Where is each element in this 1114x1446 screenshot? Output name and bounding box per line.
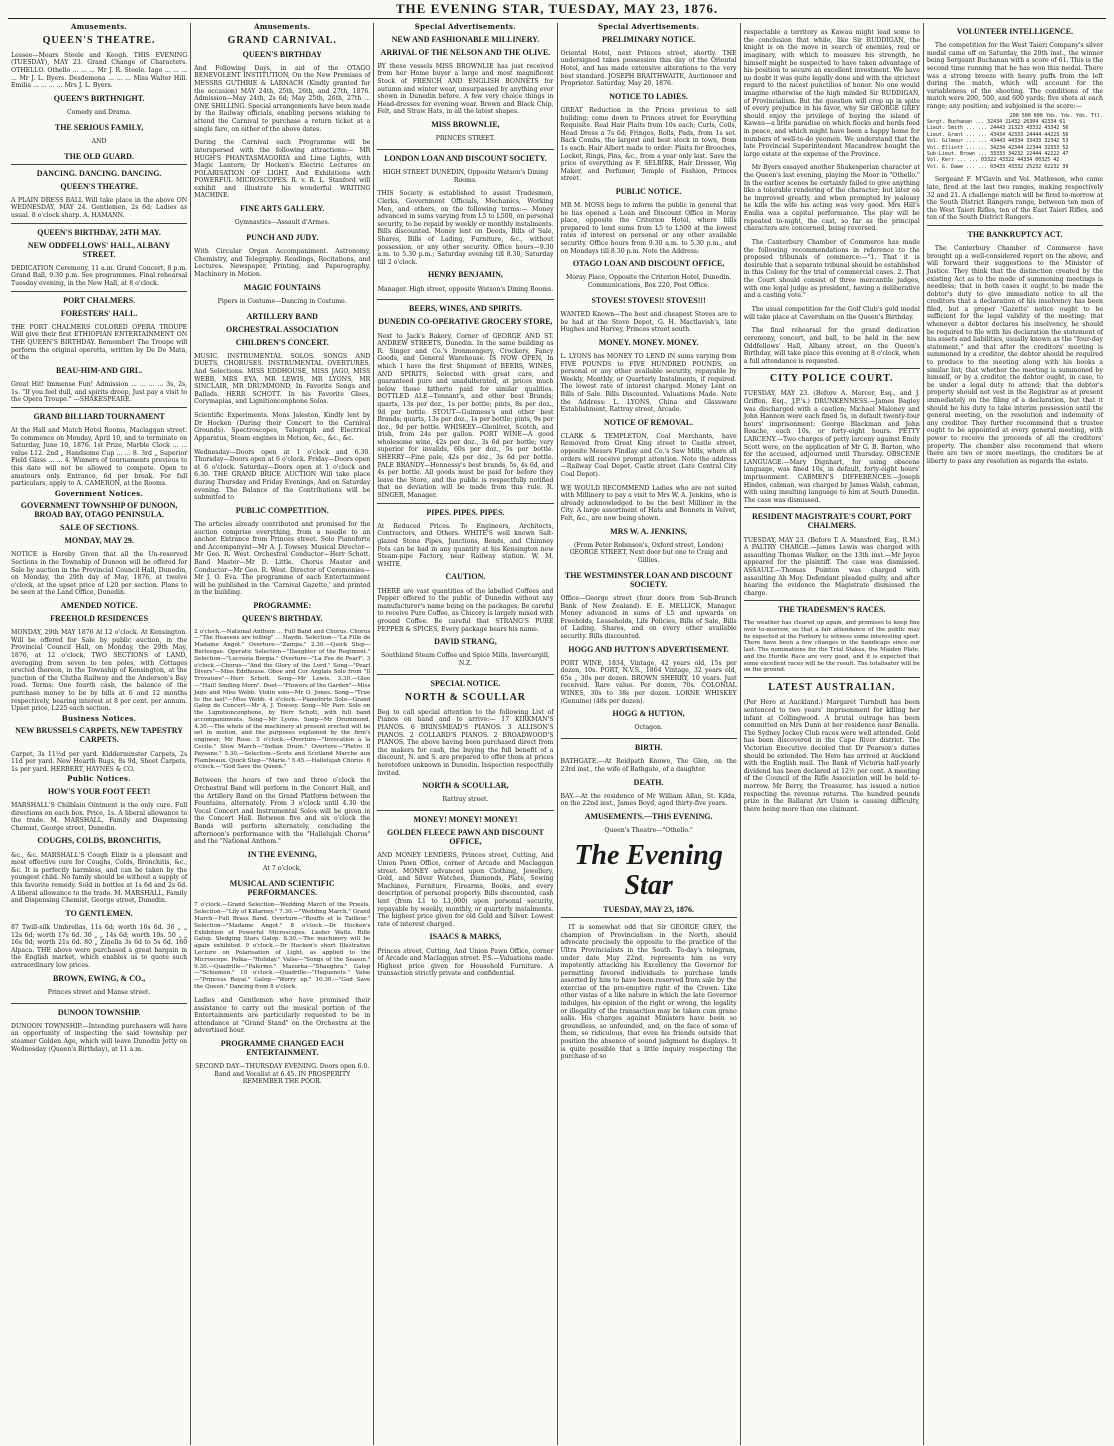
- ad-text: BAY.—At the residence of Mr William Allan, St. Kilda, on the 22nd inst., James Boyd, aged thirty-five years.: [560, 792, 737, 808]
- ad-heading: HOW'S YOUR FOOT FEET!: [47, 786, 151, 796]
- ad-heading: THE WESTMINSTER LOAN AND DISCOUNT SOCIETY.: [564, 570, 733, 589]
- divider: [377, 674, 553, 675]
- table-row: Lieut. Grant ... ... 43434 42333 24444 44223 56: [926, 131, 1069, 138]
- divider: [377, 810, 553, 811]
- news-heading: RESIDENT MAGISTRATE'S COURT, PORT CHALMERS.: [752, 512, 912, 531]
- ad-text: CLARK & TEMPLETON, Coal Merchants, have Removed from Great King street to Castle street, opposite Messrs Findlay and Co.'s Saw Mills, where all orders will receive prompt attention. Note the address—Railway Coal Depot, Castle street (Late Central City Coal Depot).: [560, 432, 737, 478]
- ad-heading: PUBLIC NOTICE.: [615, 186, 682, 196]
- ad-heading: IN THE EVENING,: [247, 849, 317, 859]
- ad-heading: NEW BRUSSELS CARPETS, NEW TAPESTRY CARPETS.: [15, 726, 183, 745]
- ad-text: Comedy and Drama.: [67, 108, 132, 116]
- ad-heading: AMENDED NOTICE.: [60, 601, 138, 611]
- ad-heading: COUGHS, COLDS, BRONCHITIS,: [37, 836, 161, 846]
- editorial-text: IT is somewhat odd that Sir GEORGE GREY, the champion of Provincialism in the North, should advocate precisely the opposite to the practice of the Ultra Provincialists in the South. To-day's telegram, under date May 22nd, represents him as very impotently attacking his Excellency the Governor for permitting favored individuals to purchase lands asserted by him to have been reserved from sale by the exercise of the pre-emptive right of the Crown. Like other vistas of a like nature in which the late Governor indulges, his opinion of the right or wrong, the legality or illegality of the transaction may be taken cum grano salis. His charges against Ministers have been so groundless, so unfounded, and, on the face of some of them, so ridiculous, that even his friends outside that position the absence of sound judgment he displays. It is quite possible that a little inquiry respecting the purchase of so: [560, 924, 737, 1061]
- ad-heading: ORCHESTRAL ASSOCIATION: [225, 324, 339, 334]
- ad-text: MR M. MOSS begs to inform the public in general that he has opened a Loan and Discount Office in Moray place, opposite the Criterion Hotel, where bills prepared to lend sums from L5 to L500 at the lowest rates of interest on personal or any other available security. Office hours from 9.30 a.m. to 5.30 p.m., and on Mondays till 8.30 p.m. Note the Address:: [560, 202, 737, 255]
- ad-heading: QUEEN'S THEATRE.: [42, 34, 156, 46]
- table-row: Vol. Elliott ... ... 34234 42344 22344 32333 52: [926, 144, 1069, 151]
- ad-heading: MRS W. A. JENKINS,: [610, 526, 688, 536]
- ad-text: THIS Society is established to assist Tradesmen, Clerks, Government Officials, Mechanics, Working Men, and others, on the following terms:— Money advanced in sums varying from L5 to L500, on personal security, to be repaid by weekly or monthly instalments. Bills discounted. Money lent on Deeds, Bills of Sale, Shares, Bills of Lading, Furniture, &c., without possession, or any other security. Office hours—9.30 a.m. to 5.30 p.m.; Saturday evening till 8.30, Saturday till 2 o'clock.: [377, 190, 554, 266]
- ad-text: NOTICE is Hereby Given that all the Un-reserved Sections in the Township of Dunoon will be offered for Sale by auction in the Provincial Council Hall, Dunedin, on Monday, the 29th day of May, 1876, at twelve o'clock, at the upset price of L20 per section. Plans to be seen at the Land Office, Dunedin.: [11, 551, 188, 597]
- news-text: The weather has cleared up again, and promises to keep fine over to-morrow, so that a fair attendance of the public may be expected at the Forbury to witness some interesting sport. There have been a few changes in the handicaps since our last. The nominations for the Trial Stakes, the Maiden Plate, and the Hurdle Race are very good, and it is expected that some excellent races will be the result. The totalisator will be on the ground.: [743, 619, 920, 674]
- ad-heading: NOTICE OF REMOVAL.: [604, 417, 694, 427]
- ad-heading: PORT CHALMERS.: [63, 295, 136, 305]
- news-text: Mr Byers essayed another Shakesperian character at the Queen's last evening, playing the Moor in "Othello." In the earlier scenes he certainly failed to give anything like a tolerable rendering of the character; but later on he improved greatly, and when prompted by jealousy he kills the wife his acting was very good. Mrs Hill's Emilia was a capital performance. The play will be repeated to-night, the cast, so far as the principal characters are concerned, being reversed.: [743, 164, 920, 233]
- column-1: [8, 23, 191, 1445]
- divider: [744, 600, 920, 601]
- table-row: Sergt. Buchanan ... 32434 21432 26304 42334 61: [926, 118, 1066, 125]
- divider: [561, 917, 737, 918]
- ad-text: BATHGATE.—At Reidpath Knowe, The Glen, on the 23rd inst., the wife of Bathgate, of a daughter.: [560, 758, 737, 773]
- ad-text: DUNOON TOWNSHIP.—Intending purchasers will have an opportunity of inspecting the said township per steamer Golden Age, which will leave Dunedin Jetty on Wednesday (Queen's Birthday), at 11 a.m.: [11, 1022, 188, 1053]
- column-3: [374, 23, 557, 1445]
- news-heading: VOLUNTEER INTELLIGENCE.: [956, 27, 1074, 36]
- divider: [377, 299, 553, 300]
- divider: [11, 164, 187, 165]
- table-row: Vol. Kerr ... ... 03322 43322 44334 00325 42: [926, 157, 1060, 164]
- ad-text: BY these vessels MISS BROWNLIE has just received from her Home buyer a large and most magnificent Stock of FRENCH AND ENGLISH BONNETS for autumn and winter wear, unsurpassed by anything ever shown in Dunedin before. A few very choice things in Head-dresses for evening wear. Brown and Black Chip, Felt, and Straw Hats, in all the latest shapes.: [377, 62, 554, 116]
- ad-text: At Reduced Prices. To Engineers, Architects, Contractors, and Others. WHITE'S well known Salt-glazed Stone Pipes, Junctions, Bends, and Chimney Pots can be had in any quantity at his Kensington new Steam-pipe Factory, near Railway station. W. M. WHITE.: [377, 522, 554, 568]
- ad-text: WANTED Known—The best and cheapest Stoves are to be had at the Stove Depot, G. H. Mactlavish's, late Hughes and Harvey, Princes street south.: [560, 310, 737, 334]
- ad-heading: STOVES! STOVES!! STOVES!!!: [591, 295, 706, 305]
- newspaper-nameplate: The Evening Star: [574, 839, 723, 901]
- ad-heading: DEATH.: [633, 777, 664, 787]
- divider: [561, 738, 737, 739]
- divider: [377, 149, 553, 150]
- news-text: TUESDAY, MAY 23. (Before T. A. Mansford, Esq., R.M.) A PALTRY CHARGE.—James Lewis was charged with assaulting Thomas Walker, on the 13th inst.—Mr Joyce appeared for the plaintiff. The case was dismissed. ASSAULT.—Thomas Pointon was charged with assaulting Ah Moy. Defendant pleaded guilty, and after hearing the evidence the Magistrate dismissed the charge.: [743, 536, 920, 597]
- ad-heading: GRAND BILLIARD TOURNAMENT: [33, 411, 165, 421]
- news-text: The competition for the West Taieri Company's silver medal came off on Saturday, the 20th inst., the winner being Sergeant Buchanan with a score of 61. This is the second time running that he has won this medal. There was a strong breeze with heavy puffs from the left during the match, which will account for the variableness of the shooting. The conditions of the match were 200, 500, and 600 yards; five shots at each range; any position; and subjoined is the score:—: [926, 42, 1104, 110]
- section-head-amusements: Amusements.: [254, 23, 311, 31]
- news-heading: THE TRADESMEN'S RACES.: [777, 605, 886, 615]
- news-heading: CITY POLICE COURT.: [770, 373, 894, 385]
- ad-text: And Following Days, in aid of the OTAGO BENEVOLENT INSTITUTION, On the New Premises of MESSRS GUTHRIE & LARNACH (Kindly granted for the occasion) MAY 24th, 25th, 26th, and 27th, 1876. Admission—May 24th, 2s 6d; May 25th, 26th, 27th ... ONE SHILLING. Special arrangements have been made by the Railway officials, enabling persons wishing to attend the Carnival to purchase a return ticket at a single fare, on either of the above dates.: [194, 64, 371, 133]
- ad-text: DEDICATION Ceremony, 11 a.m. Grand Concert, 8 p.m. Grand Ball, 9.30 p.m. See programmes. Final rehearsal Tuesday evening, in the New Hall, at 8 o'clock.: [11, 264, 188, 288]
- ad-text: MARSHALL'S Chilblain Ointment is the only cure. Full directions on each box. Price, 1s. A liberal allowance to the trade. M. MARSHALL, Family and Dispensing Chemist, George street, Dunedin.: [11, 802, 188, 832]
- column-2: [191, 23, 374, 1445]
- ad-heading: PUBLIC COMPETITION.: [235, 505, 329, 515]
- ad-heading: BEAU-HIM-AND GIRL.: [55, 365, 143, 375]
- ad-text: HIGH STREET DUNEDIN, Opposite Watson's Dining Rooms.: [382, 169, 549, 184]
- ad-heading: DANCING. DANCING. DANCING.: [36, 168, 162, 178]
- ad-text: 87 Twill-silk Umbrellas, 11s 6d; worth 16s 6d. 36 „ „ 12s 6d; worth 17s 6d. 30 „ „ 14s 6d; worth 19s. 50 „ „ 16s 0d; worth 21s 6d. 80 „ Zinella 3s 6d to 5s 6d. 160 Alpaca. THE above were purchased a great bargain in the English market, which enables us to quote such extraordinary low prices.: [11, 924, 188, 969]
- ad-heading: NEW AND FASHIONABLE MILLINERY.: [391, 34, 540, 44]
- ad-heading: PIPES. PIPES. PIPES.: [426, 507, 505, 517]
- news-text: The Canterbury Chamber of Commerce have brought up a well-considered report on the above, and will forward their suggestions to the Minister of Justice. They think that the distinction created by the existing Act as to the mode of summoning meetings is needless; that in both cases it ought to be made the debtor's duty to give immediate notice to all the creditors that a declaration of his insolvency has been filed, but a proper 'Gazette' notice ought to be sufficient for the legal validity of the meeting; that whenever a debtor declares his insolvency, he should be required to file with his declaration the statement of his assets and liabilities, usually known as the "four-day statement," and that after the creditors' meeting is summoned by a creditor, the debtor should be required to produce to the meeting along with his books a similar list; that whether the meeting is summoned by himself, or by a creditor, the debtor ought, in case, to be under a legal duty to attend; that the debtor's property should not vest in the Registrar as at present immediately on the filing of a declaration, but that it should be his duty to take interim possession until the general meeting, on the resolution and indemnity of any creditor. They further recommend that a trustee ought to be appointed at every general meeting, with power to receive the proceeds of all the creditors' property. The chamber also recommend that where there are two or more meetings, the creditors be at liberty to pass any resolution as regards the estate.: [926, 245, 1104, 465]
- score-table-header: 200 500 600 Yds. Yds. Yds. Ttl.: [1009, 112, 1104, 119]
- ad-heading: CHILDREN'S CONCERT.: [235, 337, 329, 347]
- ad-text: Southland Steam Coffee and Spice Mills, Invercargill, N.Z.: [381, 652, 550, 667]
- column-6: [924, 23, 1106, 1445]
- ad-text: Beg to call special attention to the following List of Pianos on hand and to arrive:— 17 KIRKMAN'S PIANOS. 6 BRINSMEAD'S PIANOS. 3 ALLISON'S PIANOS. 2 COLLARD'S PIANOS. 2 BROADWOOD'S PIANOS. The above having been purchased direct from the makers for cash, the buying the full benefit of a discount, N. and S. are prepared to offer them at prices heretofore unknown in Dunedin. Inspection respectfully invited.: [377, 708, 554, 777]
- news-heading: THE BANKRUPTCY ACT.: [967, 229, 1063, 239]
- divider: [744, 368, 920, 369]
- ad-text: Princes street, Cutting, And Union Pawn Office, corner of Arcade and Maclaggan street. P.S.—Valuations made. Highest price given for Household Furniture. A transaction strictly private and confidential.: [377, 947, 554, 978]
- ad-text: PRINCES STREET.: [435, 135, 496, 143]
- ad-heading: BIRTH.: [634, 743, 663, 753]
- ad-heading: QUEEN'S BIRTHDAY, 24TH MAY.: [37, 227, 161, 237]
- ad-text: During the Carnival each Programme will be interspersed with the following attractions:— MR HUGH'S PHANTASMAGORIA and Lime Lights, with Magic Lantern; Dr Hocken's Electric Lectures on POLARISATION OF LIGHT, And Exhibitions with POWERFUL MICROSCOPES. R. v. R. L. Stanford will exhibit and illustrate his wonderful WRITING MACHINE.: [194, 139, 371, 200]
- ad-heading: HENRY BENJAMIN,: [427, 270, 503, 280]
- score-table: [927, 113, 1103, 171]
- ad-text: 2 o'clock.—National Anthem ... Full Band and Chorus. Chorus—"The Heavens are telling" ... Haydn. Selection—"La Fille de Madame Angot." Overture—"Zampa." 2.30.—Quick Step—Burlesque. Operatic Selection—"Daughter of the Regiment." Selection—"Lucrezia Borgia." Overture—"La Fee de Pearl". 3 o'clock.—Chorus—"And the Glory of the Lord." Song—"Pearl Divers"—Miss Eddhouse. Oboe and Cor Anglais Solo from "Il Trovatore"—Herr Schott. Song—Mr Lewis. 3.30.—Glee—"Hail! Smiling Morn". Duet—"Flowers of the Garden"—Miss Jago and Miss Webb. Violin solo—Mr O. Jones. Song—"True to the last"—Miss Webb. 4 o'clock.—Pianoforte Solo—Grand Galop de Concert—Mr A. J. Towsey. Song—Mr Parr. Solo on the Lignitionconphone, by Herr Schott, with full band accompaniments. Song—Mr Lyons. Song—Mr Drummond. 4.30.—The whole of the machinery at present erected will be set in motion, and the purposes explained by the firm's engineer, Mr Rose. 5 o'clock.—Overture—"Invocation à la Cecile." Slow March—"Indian Drum." Overture—"Pietro Il Paysane." 5.30.—Selection—Scots and Scotland Marche aux Flambeaux. Quick Step—"Marie." 5.45.—Hallelujah Chorus. 6 o'clock.—"God Save the Queen.": [194, 628, 371, 771]
- ad-text: Carpet, 3s 11½d per yard. Kidderminster Carpets, 2s 11d per yard. New Hearth Rugs, 8s 9d, Sheet Carpets, 1s per yard. HERBERT, HAYNES & CO.: [11, 750, 188, 773]
- section-head-special: Special Advertisements.: [597, 23, 700, 31]
- ad-heading: QUEEN'S BIRTHDAY: [242, 49, 322, 59]
- ad-heading: DAVID STRANG,: [434, 637, 497, 647]
- ad-text: Pipers in Costume—Dancing in Costume.: [217, 297, 347, 305]
- ad-heading: HOGG & HUTTON,: [612, 709, 685, 719]
- section-head-govt: Government Notices.: [54, 488, 144, 498]
- ad-heading: QUEEN'S BIRTHDAY.: [242, 613, 323, 623]
- ad-text: A PLAIN DRESS BALL Will take place in the above ON WEDNESDAY, MAY 24. Gentlemen, 2s 6d; Ladies as usual. 8 o'clock sharp. A. HAMANN.: [11, 196, 188, 220]
- news-text: (Per Hero at Auckland.) Margaret Turnbull has been sentenced to two years' imprisonment for killing her infant at Collingwood. A brutal outrage has been committed on Mrs Dunn at her residence near Benalla. The Sydney Jockey Club races were well attended. Gold has been discovered in the Cape River district. The Victorian Executive decided that Dr Pearson's duties should be extended. The Hero has arrived at Auckland with the English mail. The Bank of Victoria half-yearly dividend has been declared at 12½ per cent. A meeting of the Council of the Rifle Association will be held to-morrow. Mr Berry, the Treasurer, has issued a notice respecting the revenue returns. The hundred pounds prize in the Ballarat Art Union is causing difficulty, there being more than one claimant.: [743, 699, 920, 813]
- column-5: [741, 23, 924, 1445]
- ad-heading: ISAACS & MARKS,: [429, 932, 502, 942]
- ad-heading: FINE ARTS GALLERY.: [240, 204, 325, 214]
- columns: [8, 23, 1106, 1445]
- ad-heading: NORTH & SCOULLAR,: [422, 781, 509, 791]
- ad-text: Office—George street (four doors from Sub-Branch Bank of New Zealand). E. E. MELLICK, Manager. Money advanced in sums of L5 and upwards on Freeholds, Leaseholds, Life Policies, Bills of Sale, Bills of Lading, Shares, and on every other available security. Bills discounted.: [560, 594, 737, 640]
- divider: [11, 407, 187, 408]
- table-row: Vol. G. Dawe ... ... 03433 43332 25232 02232 39: [926, 163, 1069, 170]
- ad-heading: GOLDEN FLEECE PAWN AND DISCOUNT OFFICE,: [387, 828, 544, 847]
- news-heading: LATEST AUSTRALIAN.: [768, 682, 896, 694]
- ad-heading: DUNEDIN CO-OPERATIVE GROCERY STORE,: [378, 317, 553, 327]
- ad-heading: SPECIAL NOTICE.: [430, 678, 501, 688]
- ad-heading: AMUSEMENTS.—THIS EVENING.: [584, 811, 713, 821]
- ad-heading: MONDAY, MAY 29.: [64, 536, 134, 546]
- ad-text: Gymnastics—Assault d'Armes.: [234, 219, 330, 227]
- ad-text: Great Hit! Immense Fun! Admission ... ... ... ... 3s, 2s, 1s. "If you feel dull, and spirits droop, Just pay a visit to the Opera Troupe." —SHAKESPEARE.: [11, 380, 188, 404]
- ad-text: At the Hall and Match Hotel Rooms, Maclaggan street. To commence on Monday, April 10, and to terminate on Saturday, June 10, 1876. 1st Prize, Marble Clock ... ... value L12. 2nd „ Handsome Cup ... ... 8. 3rd „ Superior Field Glass ... ... 4. Winners of tournaments previous to this date will not be allowed to compete. Open to amateurs only. Entrance, 6d per break. For full particulars, apply to A. CAMERON, at the Rooms.: [11, 426, 188, 488]
- ad-text: Ladies and Gentlemen who have promised their assistance to carry out the musical portion of the Entertainments are particularly requested to be in attendance at "Grand Stand" on the Orchestra at the advertised hour.: [194, 996, 371, 1035]
- ad-text: PORT WINE, 1834, Vintage, 42 years old, 15s per dozen, 10s. PORT, N.V.S., 1864 Vintage, 32 years old, 65s „ 30s per dozen. BROWN SHERRY, 10 years. Just received. Rare value. Per dozen, 70s. COLONIAL WINES, 30s to 38s per dozen. LORNE WHISKEY (Genuine) (48s per dozen).: [560, 659, 737, 705]
- divider: [377, 503, 553, 504]
- ad-heading: SALE OF SECTIONS.: [60, 523, 139, 533]
- ad-text: Next to Jack's Bakery, Corner of GEORGE AND ST. ANDREW STREETS, Dunedin. In the same building as R. Singer and Co.'s Ironmongery, Crockery, Fancy Goods, and General Warehouse. IS NOW OPEN, In which I have the first Shipment of BEERS, WINES, AND SPIRITS, Selected with great care, and guaranteed pure and unadulterated, at prices much below those hitherto paid for similar qualities. BOTTLED ALE—Tennant's, and other best Brands; quarts, 13s per doz., 1s per bottle; pints, 8s per doz., 9d per bottle. STOUT—Guinness's and other best Brands; quarts, 13s per doz., 1s per bottle; pints, 9s per doz., 9d per bottle. WHISKEY—Glenlivet, Scotch, and Irish, from 24s per gallon. PORT WINE—A good wholesome wine, 42s per doz., 3s 6d per bottle; very superior for invalids, 60s per doz., 5s per bottle. SHERRY—Fine pale, 42s per doz., 3s 6d per bottle. PALE BRANDY—Hennessy's best brands, 5s, 4s 6d, and 4s per bottle. All goods must be paid for before they leave the Store, and the public is respectfully notified that no deviation will be made from this rule. R. SINGER, Manager.: [377, 332, 554, 500]
- masthead-title: THE EVENING STAR, TUESDAY, MAY 23, 1876.: [395, 1, 719, 16]
- ad-heading: ARTILLERY BAND: [246, 311, 318, 321]
- ad-text: With Circular Organ Accompaniment. Astronomy, Chemistry, and Telegraphy. Readings, Recitations, and Lectures. Newspaper, Printing, and Paperography. Machinery in Motion.: [194, 248, 371, 278]
- ad-text: &c., &c. MARSHALL'S Cough Elixir is a pleasant and most effective cure for Coughs, Colds, Bronchitis, &c., &c. It is perfectly harmless, and can be taken by the youngest child. No family should be without a supply of this favorite remedy. Sold in bottles at 1s 6d and 2s 6d. A liberal allowance to the trade. M. MARSHALL, Family and Dispensing Chemist, George street, Dunedin.: [11, 851, 188, 905]
- ad-heading: ARRIVAL OF THE NELSON AND THE OLIVE.: [380, 47, 551, 57]
- divider: [927, 225, 1103, 226]
- section-head-special: Special Advertisements.: [414, 23, 517, 31]
- ad-heading: MUSICAL AND SCIENTIFIC PERFORMANCES.: [229, 878, 335, 897]
- editorial-text: respectable a territory as Kawau might lead some to the conclusion that while, like Sir RUDDIGAN, the knight is on the move in search of enemies, real or imaginary, with which to measure his strength, he himself might be suspected to have taken advantage of his position to secure an excellent investment. We have no doubt it was quite legally done and with the strictest regard to the nicest punctilios of honor. No one would imagine otherwise of the high minded Sir RUDDIGAN, of Provincialism. But the question will crop up in spite of every prejudice in his favor, why Sir GEORGE GREY should enjoy the privilege of buying the island of Kawau—a little paradise on which flocks and herds feed in peace, and which might have been a happy home for numbers of well-to-do yeomen. We understand that the late Provincial Superintendent Macandrew bought the large estate at the expense of the Province.: [743, 29, 920, 158]
- masthead: [8, 0, 1106, 19]
- ad-heading: HOGG AND HUTTON'S ADVERTISEMENT.: [568, 644, 729, 654]
- ad-text: AND: [91, 137, 107, 145]
- ad-text: WE WOULD RECOMMEND Ladies who are not suited with Millinery to pay a visit to Mrs W. A. Jenkins, who is already acknowledged to be the best Milliner in the City. A large assortment of Hats and Bonnets in Velvet, Felt, &c., are now being shown.: [560, 484, 737, 522]
- ad-text: At 7 o'clock,: [263, 864, 302, 872]
- ad-text: The articles already contributed and promised for the auction comprise everything, from a needle to an anchor. Entrance from Princes street. Solo Pianoforte and Accompanyist—Mr A. J. Towsey. Musical Director—Mr Geo. R. West. Orchestral Conductor—Herr Schott. Band Master—Mr D. Little. Chorus Master and Conductor—Mr Geo. R. West. Director of Ceremonies—Mr J. O. Eva. The programme of each Entertainment will be published in the 'Carnival Gazette,' and printed in the building.: [194, 521, 371, 597]
- ad-text: (From Peter Robinson's, Oxford street, London) GEORGE STREET, Next door but one to Craig and Gillies.: [569, 541, 728, 564]
- section-head-amusements: Amusements.: [70, 23, 128, 31]
- news-text: The final rehearsal for the grand dedication ceremony, concert, and ball, to be held in the new Oddfellows' Hall, Albany street, on the Queen's Birthday, will take place this evening at 8 o'clock, when a full attendance is requested.: [743, 327, 920, 365]
- issue-date: TUESDAY, MAY 23, 1876.: [603, 904, 695, 914]
- ad-text: 7 o'clock.—Grand Selection—Wedding March of the Priests. Selection—"Lily of Killarney." 7.30.—"Wedding March." Grand March—Full Brass Band. Overture—"Bouffe et le Tailleur." Selection—"Madame Angot." 8 o'clock.—Dr Hocken's Exhibition of Powerful Microscopes. Lieder Waltz. Rifle Galop. Sledging Stars Galop. 8.30.—The machinery will be again exhibited. 9 o'clock.—Dr Hocken's short Illustrative Lecture on Polarisation of Light, as applied to the Microscope. Polka—"Holiday." Valse—"Songs of the Season." 9.30.—Quadrille—"Palermo." Mazurka—"Shaughra." Galop—"Schiemen." 10 o'clock.—Quadrille—"Huguenots." Valse—"Princess Royal." Galop—"Worry up." 10.30.—"God Save the Queen." Dancing from 8 o'clock.: [194, 902, 371, 990]
- ad-heading: GRAND CARNIVAL.: [227, 34, 337, 46]
- ad-heading: QUEEN'S BIRTHNIGHT.: [53, 93, 145, 103]
- ad-heading: FORESTERS' HALL.: [60, 308, 138, 318]
- ad-text: Moray Place, Opposite the Criterion Hotel, Dunedin. Communications, Box 220, Post Office.: [565, 274, 732, 289]
- ad-heading: THE SERIOUS FAMILY,: [54, 122, 144, 132]
- ad-heading: LONDON LOAN AND DISCOUNT SOCIETY.: [384, 153, 547, 163]
- ad-heading: FREEHOLD RESIDENCES: [50, 614, 149, 624]
- table-row: Sub-Lieut. Brown ... 33333 34232 22444 42222 47: [926, 150, 1069, 157]
- ad-heading: THE OLD GUARD.: [64, 151, 134, 161]
- news-text: Sergeant F. M'Gavin and Vol. Matheson, who came late, fired at the last two ranges, making respectively 32 and 21. A challenge match will be fired to-morrow at the South District Rangers range, between ten men of the West Taieri Rifles, ten of the East Taieri Rifles, and ten of the South District Rangers.: [926, 176, 1104, 222]
- ad-text: GREAT Reduction in the Prices previous to sell building: come down to Princes street for Everything Requisite. Real Hair Plaits from 10s each; Curls, Coils, Head Dress a 7s 6d; Fringes, Rolls, Pads, from 1s set. Back Combs, the largest and best stock in town, from 1s each. Hair Albert made to order: Plaits for Brooches, Locket, Rings, Pins, &c., from a year only last. Save the price of everything as F. SELBIRK, Hair Dresser, Wig Maker, and Perfumer, Temple of Fashion, Princes street.: [560, 106, 737, 183]
- table-row: Lieut. Smith ... ... 24443 21323 43332 43342 56: [926, 125, 1069, 132]
- ad-text: Between the hours of two and three o'clock the Orchestral Band will perform in the Concert Hall, and the Artillery Band on the Grand Platform between the Fountains, alternately. From 3 o'clock until 4.30 the Vocal Concert and Instrumental Solos will be given in the Concert Hall. Between five and six o'clock the Bands will perform alternately, concluding the afternoon's performance with the "Hallelujah Chorus" and the "National Anthem.": [194, 777, 371, 846]
- ad-text: THE PORT CHALMERS COLORED OPERA TROUPE Will give their first ETHIOPIAN ENTERTAINMENT ON THE QUEEN'S BIRTHDAY. Remember! The Troupe will perform the original operetta, written by De De Mata, of the: [11, 323, 188, 362]
- ad-text: Rattray street.: [442, 796, 489, 804]
- ad-text: Lessee—Mears Steele and Keogh. THIS EVENING (TUESDAY), MAY 23. Grand Change of Characters. OTHELLO. Othello ... ... ... Mr J. R. Steele. Iago ... ... ... ... Mr J. L. Byers. Desdemona ... ... ... Miss Walter Hill. Emilia ... ... ... ... Mrs J. L. Byers.: [11, 51, 188, 90]
- ad-heading: PROGRAMME:: [253, 600, 312, 610]
- ad-text: Oriental Hotel, next Princes street, shortly. THE undersigned takes possession this day of the Oriental Hotel, and has made extensive alterations to the very best standard. JOSEPH BRAITHWAITE, Auctioneer and Proprietor. Saturday, May 20, 1876.: [560, 49, 737, 88]
- section-head-public: Public Notices.: [67, 774, 131, 784]
- ad-text: AND MONEY LENDERS, Princes street, Cutting, And Union Pawn Office, corner of Arcade and Maclaggan street. MONEY advanced upon Clothing, Jewellery, Gold, and Silver Watches, Diamonds, Plate, Sewing Machines, Furniture, Firearms, Books, and every description of personal property. Bills discounted, cash lent (from L1 to L1,000) upon personal security, repayable by weekly, monthly, or quarterly instalments. The highest price given for old Gold and Silver. Lowest rate of interest charged.: [377, 852, 554, 928]
- ad-heading: NOTICE TO LADIES.: [609, 91, 688, 101]
- ad-text: Manager. High street, opposite Watson's Dining Rooms.: [377, 285, 554, 293]
- divider: [744, 507, 920, 508]
- ad-heading: MONEY. MONEY. MONEY.: [598, 337, 699, 347]
- ad-text: Scientific Experiments. Mons Jaleston, Kindly lent by Dr Hocken (During their Concert to the Carnival Grounds). Spectroscopes, Telegraph and Electrical Apparatus, Steam engines in Motion, &c., &c., &c.: [194, 412, 371, 442]
- ad-heading: PRELIMINARY NOTICE.: [601, 34, 696, 44]
- divider: [11, 291, 187, 292]
- ad-heading: CAUTION.: [445, 572, 486, 582]
- ad-heading: PROGRAMME CHANGED EACH ENTERTAINMENT.: [220, 1038, 344, 1057]
- ad-text: MUSIC. INSTRUMENTAL SOLOS. SONGS AND DUETS, CHORUSES. INSTRUMENTAL OVERTURES, And Selections. MISS EDDHOUSE, MISS JAGO, MISS WEBB, MRS EYA, MR LEWIS, MR LYONS, MR SINCLAIR, MR DRUMMOND, In Favorite Songs and Ballads. HERR SCHOTT. In his Favorite Glees, Corymapias, and Lignitionconphone Solos.: [194, 352, 371, 406]
- ad-heading: QUEEN'S THEATRE.: [60, 181, 138, 191]
- news-text: The Canterbury Chamber of Commerce has made the following recommendations in reference to the proposed tribunals of commerce:—"1. That it is desirable that a separate tribunal should be established in this Colony for the trial of commercial cases. 2. That the Court should consist of three mercantile judges, with one legal judge as president, having a deliberative and a casting vote.": [743, 239, 920, 300]
- ad-heading: NORTH & SCOULLAR: [404, 691, 527, 703]
- ad-heading: GOVERNMENT TOWNSHIP OF DUNOON, BROAD BAY, OTAGO PENINSULA.: [20, 501, 178, 520]
- news-text: The usual competition for the Golf Club's gold medal will take place at Caversham on the Queen's Birthday.: [743, 305, 920, 321]
- ad-heading: PUNCH AND JUDY.: [246, 233, 319, 243]
- ad-heading: MAGIC FOUNTAINS: [243, 282, 321, 292]
- ad-text: Octagon.: [634, 724, 663, 732]
- divider: [744, 677, 920, 678]
- news-text: TUESDAY, MAY 23. (Before A. Mercer, Esq., and J. Griffen, Esq., J.P.'s.) DRUNKENNESS.—James Bagley was discharged with a caution; Michael Maloney and John Hannon were each fined 5s, in default twenty-four hours' imprisonment; George Blackman and John Roache, each 10s, or forty-eight hours. PETTY LARCENY.—Two charges of petty larceny against Emily Scott were, on the application of Mr G. B. Barton, who for the accused, adjourned until Thursday. OBSCENE LANGUAGE.—Mary Dignhart, for using obscene language, was fined 10s, in default, forty-eight hours' imprisonment. CABMEN'S DIFFERENCES.—Joseph Hindes, cabman, was charged by James Walsh, cabman, with using insulting language to him at South Dunedin. The case was dismissed.: [743, 390, 920, 504]
- ad-heading: OTAGO LOAN AND DISCOUNT OFFICE,: [572, 259, 725, 269]
- ad-text: SECOND DAY—THURSDAY EVENING. Doors open 6.0. Band and Vocalist at 6.45. IN PROSPERITY REMEMBER THE POOR.: [195, 1063, 370, 1086]
- ad-text: MONDAY, 29th MAY 1876 At 12 o'clock. At Kensington. Will be offered for Sale by public auction, in the Provincial Council Hall, on Monday, the 29th May, 1876, at 12 o'clock, TWO SECTIONS of LAND, averaging from seven to ten poles, with Cottages erected thereon, in the Township of Kensington, at the junction of the Clutha Railway and the Anderson's Bay road. Terms: One fourth cash, the balance of the purchase money to be by bills at 6 and 12 months respectively, bearing interest at 8 per cent. per annum. Upset price, L225 each section.: [11, 629, 188, 713]
- ad-heading: MONEY! MONEY! MONEY!: [413, 815, 518, 825]
- ad-heading: BEERS, WINES, AND SPIRITS.: [409, 304, 522, 314]
- column-4: [558, 23, 741, 1445]
- divider: [11, 223, 187, 224]
- ad-heading: DUNOON TOWNSHIP.: [57, 1007, 141, 1017]
- ad-text: Queen's Theatre—"Othello.": [604, 827, 693, 835]
- table-row: Vol. Gilmour ... ... 43443 44334 33433 32342 53: [926, 138, 1069, 145]
- ad-heading: MISS BROWNLIE,: [431, 119, 500, 129]
- ad-text: Princes street and Manse street.: [47, 988, 151, 996]
- ad-heading: NEW ODDFELLOWS' HALL, ALBANY STREET.: [27, 240, 171, 259]
- ad-text: L. LYONS has MONEY TO LEND IN sums varying from FIVE POUNDS to FIVE HUNDRED POUNDS, on personal or any other available security, repayable by Weekly, Monthly, or Quarterly Instalments, if required. The lowest rate of interest charged. Money Lent on Bills of Sale. Bills Discounted. Valuations Made. Note the Address: L. LYONS, China and Glassware Establishment, Rattray street, Arcade.: [560, 352, 737, 414]
- ad-text: THERE are vast quantities of the labelled Coffees and Pepper offered to the public of Dunedin without any manufacturer's name being on the packages. Be careful to receive Pure Coffee, as Chicory is largely mixed with ground Coffee. Be careful that STRANG'S PURE PEPPER & SPICES, Every package bears his name.: [377, 587, 554, 633]
- ad-text: Wednesday—Doors open at 1 o'clock and 6.30. Thursday—Doors open at 6 o'clock. Friday—Doors open at 6 o'clock. Saturday—Doors open at 1 o'clock and 6.30. THE GRAND BRICE AUCTION Will take place during Thursday and Friday Evenings, And on Saturday evening. The Balance of the Contributions will be submitted to: [194, 448, 371, 502]
- ad-heading: TO GENTLEMEN.: [65, 908, 133, 918]
- section-head-business: Business Notices.: [61, 713, 137, 723]
- ad-heading: BROWN, EWING, & CO.,: [52, 973, 146, 983]
- divider: [11, 1003, 187, 1004]
